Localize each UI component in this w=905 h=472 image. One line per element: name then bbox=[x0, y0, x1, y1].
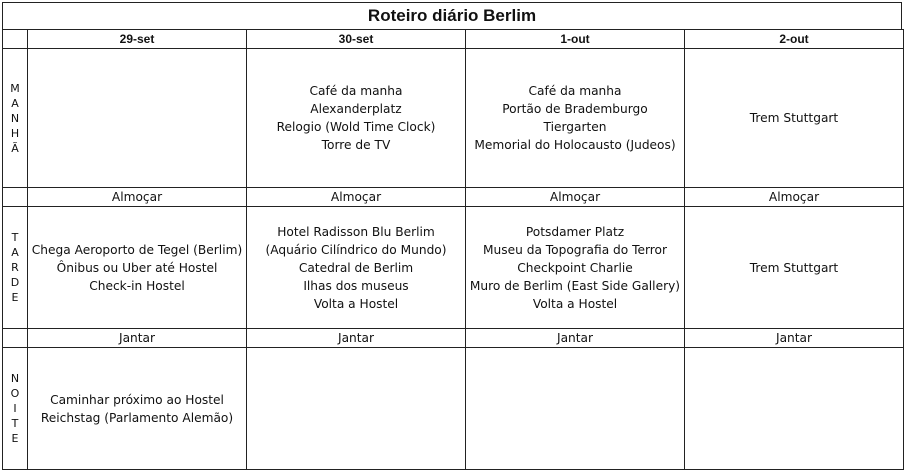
activity-cell bbox=[466, 348, 685, 470]
meal-cell: Jantar bbox=[247, 329, 466, 348]
period-label-night: N O I T E bbox=[3, 348, 28, 470]
meal-row-lunch bbox=[3, 188, 904, 207]
corner-cell bbox=[3, 30, 28, 49]
meal-label-spacer bbox=[3, 188, 28, 207]
activity-cell: Trem Stuttgart bbox=[685, 207, 904, 329]
meal-cell: Almoçar bbox=[685, 188, 904, 207]
activity-cell: Café da manha Alexanderplatz Relogio (Wold Time Clock) Torre de TV bbox=[247, 49, 466, 188]
day-header: 30-set bbox=[247, 30, 466, 49]
period-row-night bbox=[3, 348, 904, 470]
period-row-afternoon bbox=[3, 207, 904, 329]
meal-row-dinner bbox=[3, 329, 904, 348]
meal-cell: Jantar bbox=[685, 329, 904, 348]
day-header-row bbox=[3, 30, 904, 49]
itinerary-table bbox=[2, 29, 904, 470]
day-header: 2-out bbox=[685, 30, 904, 49]
meal-cell: Almoçar bbox=[28, 188, 247, 207]
activity-cell: Chega Aeroporto de Tegel (Berlim) Ônibus ou Uber até Hostel Check-in Hostel bbox=[28, 207, 247, 329]
activity-cell: Trem Stuttgart bbox=[685, 49, 904, 188]
meal-cell: Jantar bbox=[466, 329, 685, 348]
sheet-title: Roteiro diário Berlim bbox=[2, 2, 902, 29]
activity-cell: Café da manha Portão de Brademburgo Tiergarten Memorial do Holocausto (Judeos) bbox=[466, 49, 685, 188]
activity-cell: Potsdamer Platz Museu da Topografia do Terror Checkpoint Charlie Muro de Berlim (East Side Gallery) Volta a Hostel bbox=[466, 207, 685, 329]
activity-cell bbox=[685, 348, 904, 470]
day-header: 29-set bbox=[28, 30, 247, 49]
meal-cell: Almoçar bbox=[466, 188, 685, 207]
day-header: 1-out bbox=[466, 30, 685, 49]
period-label-afternoon: T A R D E bbox=[3, 207, 28, 329]
meal-cell: Almoçar bbox=[247, 188, 466, 207]
period-label-morning: M A N H Ã bbox=[3, 49, 28, 188]
activity-cell bbox=[28, 49, 247, 188]
activity-cell bbox=[247, 348, 466, 470]
meal-label-spacer bbox=[3, 329, 28, 348]
meal-cell: Jantar bbox=[28, 329, 247, 348]
activity-cell: Caminhar próximo ao Hostel Reichstag (Parlamento Alemão) bbox=[28, 348, 247, 470]
activity-cell: Hotel Radisson Blu Berlim (Aquário Cilíndrico do Mundo) Catedral de Berlim Ilhas dos museus Volta a Hostel bbox=[247, 207, 466, 329]
period-row-morning bbox=[3, 49, 904, 188]
